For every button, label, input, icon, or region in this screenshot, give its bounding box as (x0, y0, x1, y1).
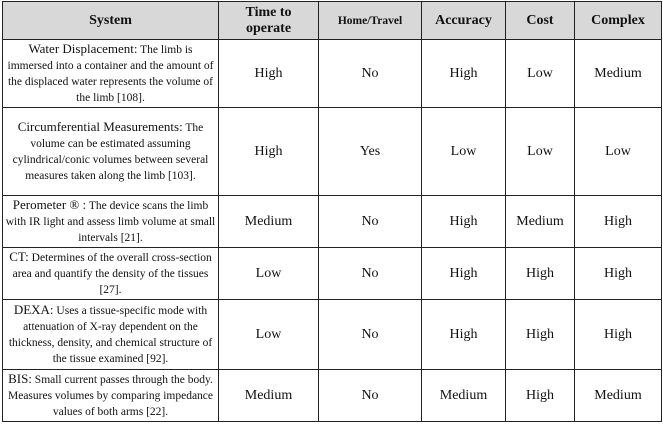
system-name: DEXA: (13, 302, 54, 317)
system-description: Uses a tissue-specific mode with attenuation of X-ray dependent on the thickness, density, and chemical structure of the tissue examined [92]. (8, 305, 213, 365)
home-cell: Yes (319, 108, 422, 196)
complex-cell: High (575, 300, 662, 370)
system-description: Determines of the overall cross-section area and quantify the density of the tissues [27]. (12, 252, 212, 296)
header-home-travel: Home/Travel (319, 2, 422, 40)
system-cell (3, 248, 219, 300)
accuracy-cell: High (422, 300, 506, 370)
cost-cell: High (506, 370, 575, 422)
system-name: Circumferential Measurements: (17, 119, 183, 134)
table-row (3, 108, 662, 196)
system-cell (3, 300, 219, 370)
header-time-to-operate: Time to operate (219, 2, 319, 40)
system-cell (3, 40, 219, 108)
complex-cell: Medium (575, 40, 662, 108)
time-cell: High (219, 108, 319, 196)
complex-cell: Low (575, 108, 662, 196)
table-row (3, 40, 662, 108)
accuracy-cell: High (422, 196, 506, 248)
system-name: BIS: (8, 371, 32, 386)
time-cell: Low (219, 300, 319, 370)
home-cell: No (319, 370, 422, 422)
system-cell (3, 370, 219, 422)
header-complex: Complex (575, 2, 662, 40)
complex-cell: Medium (575, 370, 662, 422)
cost-cell: Medium (506, 196, 575, 248)
time-cell: High (219, 40, 319, 108)
home-cell: No (319, 40, 422, 108)
table-row (3, 248, 662, 300)
header-cost: Cost (506, 2, 575, 40)
cost-cell: High (506, 300, 575, 370)
home-cell: No (319, 248, 422, 300)
cost-cell: Low (506, 40, 575, 108)
system-description: Small current passes through the body. Measures volumes by comparing impedance values of both arms [22]. (7, 374, 214, 418)
system-name: CT: (9, 249, 29, 264)
header-system: System (3, 2, 219, 40)
header-row (3, 2, 662, 40)
cost-cell: High (506, 248, 575, 300)
home-cell: No (319, 300, 422, 370)
system-description: The volume can be estimated assuming cylindrical/conic volumes between several measures taken along the limb [103]. (12, 122, 209, 182)
accuracy-cell: Medium (422, 370, 506, 422)
time-cell: Medium (219, 196, 319, 248)
table-row (3, 370, 662, 422)
accuracy-cell: Low (422, 108, 506, 196)
table-row (3, 300, 662, 370)
accuracy-cell: High (422, 40, 506, 108)
header-accuracy: Accuracy (422, 2, 506, 40)
system-name: Perometer ® : (12, 197, 87, 212)
complex-cell: High (575, 248, 662, 300)
table-row (3, 196, 662, 248)
system-description: The device scans the limb with IR light and assess limb volume at small intervals [21]. (5, 200, 216, 244)
comparison-table (2, 1, 662, 422)
complex-cell: High (575, 196, 662, 248)
system-name: Water Displacement: (28, 41, 138, 56)
time-cell: Medium (219, 370, 319, 422)
time-cell: Low (219, 248, 319, 300)
home-cell: No (319, 196, 422, 248)
system-cell (3, 196, 219, 248)
accuracy-cell: High (422, 248, 506, 300)
system-cell (3, 108, 219, 196)
system-description: The limb is immersed into a container and the amount of the displaced water represents the volume of the limb [108]. (7, 44, 214, 104)
cost-cell: Low (506, 108, 575, 196)
